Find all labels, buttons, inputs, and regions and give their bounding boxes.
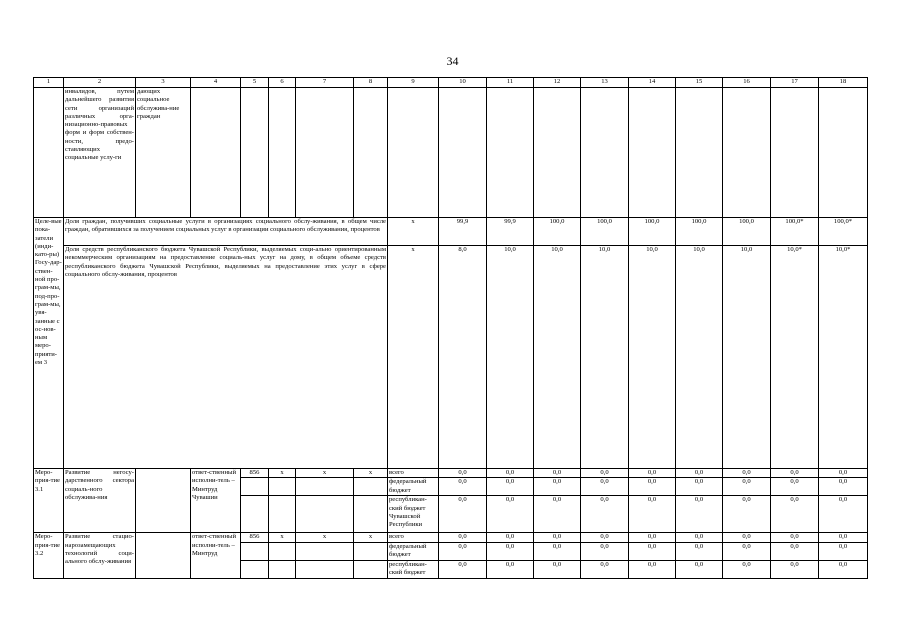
- funding-value: 0,0: [676, 469, 723, 478]
- event-row: [34, 469, 868, 478]
- indicators-label: Целе-вые пока-затели (инди-като-ры) Госу-дар-ствен-ной про-грам-мы, под-про-грам-мы, увя-занные с ос-нов-ным меро-прияти-ем 3: [34, 218, 64, 469]
- funding-value: 0,0: [819, 469, 868, 478]
- empty-cell: [296, 478, 354, 496]
- funding-value: 0,0: [534, 560, 581, 578]
- empty-cell: [388, 88, 439, 218]
- indicator-value: 100,0: [629, 218, 676, 246]
- indicator-value: 100,0: [581, 218, 629, 246]
- funding-value: 0,0: [534, 533, 581, 542]
- funding-value: 0,0: [771, 560, 819, 578]
- indicator-value: 100,0: [723, 218, 771, 246]
- funding-value: 0,0: [487, 478, 534, 496]
- column-number: 18: [819, 78, 868, 88]
- column-number: 16: [723, 78, 771, 88]
- funding-value: 0,0: [581, 496, 629, 533]
- funding-value: 0,0: [676, 478, 723, 496]
- funding-value: 0,0: [723, 469, 771, 478]
- column-number: 15: [676, 78, 723, 88]
- empty-cell: [296, 560, 354, 578]
- funding-value: 0,0: [676, 496, 723, 533]
- empty-cell: [269, 88, 296, 218]
- budget-code: 856: [241, 533, 269, 542]
- funding-value: 0,0: [771, 533, 819, 542]
- empty-cell: [296, 88, 354, 218]
- event-executor: ответ-ственный исполни-тель – Минтруд: [191, 533, 241, 578]
- column-number: 2: [64, 78, 136, 88]
- funding-value: 0,0: [439, 478, 487, 496]
- empty-cell: [487, 88, 534, 218]
- indicator-value: 100,0*: [819, 218, 868, 246]
- indicator-text: Доля средств республиканского бюджета Чувашской Республики, выделяемых соци-ально ориентированным некоммерческим организациям на предоставление социаль-ных услуг на дому, в общем объеме средств республиканского бюджета Чувашской Республики, выделяемых на предоставление этих услуг в сфере социального обслу-живания, процентов: [64, 246, 388, 469]
- indicator-value: 10,0: [581, 246, 629, 469]
- funding-value: 0,0: [723, 478, 771, 496]
- funding-value: 0,0: [487, 469, 534, 478]
- funding-value: 0,0: [771, 478, 819, 496]
- empty-cell: [354, 88, 388, 218]
- event-row: [34, 533, 868, 542]
- funding-value: 0,0: [723, 560, 771, 578]
- empty-cell: [354, 560, 388, 578]
- event-description: Развитие негосу-дарственного сектора социаль-ного обслужива-ния: [64, 469, 136, 533]
- empty-cell: [819, 88, 868, 218]
- funding-value: 0,0: [819, 496, 868, 533]
- empty-cell: [629, 88, 676, 218]
- empty-cell: [269, 496, 296, 533]
- funding-value: 0,0: [723, 533, 771, 542]
- empty-cell: [241, 478, 269, 496]
- empty-cell: [771, 88, 819, 218]
- header-row: [34, 78, 868, 88]
- indicator-marker: х: [388, 218, 439, 246]
- funding-value: 0,0: [581, 478, 629, 496]
- empty-cell: [723, 88, 771, 218]
- funding-value: 0,0: [629, 496, 676, 533]
- column-number: 7: [296, 78, 354, 88]
- empty-cell: [676, 88, 723, 218]
- funding-value: 0,0: [676, 560, 723, 578]
- column-number: 9: [388, 78, 439, 88]
- column-number: 8: [354, 78, 388, 88]
- continuation-row: [34, 88, 868, 218]
- indicator-value: 8,0: [439, 246, 487, 469]
- funding-value: 0,0: [581, 469, 629, 478]
- empty-cell: [534, 88, 581, 218]
- funding-value: 0,0: [581, 542, 629, 560]
- empty-cell: [241, 560, 269, 578]
- funding-value: 0,0: [581, 560, 629, 578]
- empty-cell: [581, 88, 629, 218]
- funding-value: 0,0: [771, 496, 819, 533]
- indicator-value: 10,0: [723, 246, 771, 469]
- funding-source: федеральный бюджет: [388, 478, 439, 496]
- target-article-code: х: [296, 469, 354, 478]
- indicator-value: 10,0: [534, 246, 581, 469]
- column-number: 11: [487, 78, 534, 88]
- indicator-value: 100,0*: [771, 218, 819, 246]
- column-number: 12: [534, 78, 581, 88]
- funding-value: 0,0: [771, 542, 819, 560]
- column-number: 6: [269, 78, 296, 88]
- column-number: 3: [136, 78, 191, 88]
- funding-value: 0,0: [487, 542, 534, 560]
- funding-value: 0,0: [439, 542, 487, 560]
- empty-cell: [136, 469, 191, 533]
- funding-value: 0,0: [629, 533, 676, 542]
- program-table: [33, 77, 868, 579]
- empty-cell: [241, 496, 269, 533]
- section-code: х: [269, 533, 296, 542]
- funding-value: 0,0: [439, 469, 487, 478]
- target-article-code: х: [296, 533, 354, 542]
- funding-value: 0,0: [487, 560, 534, 578]
- empty-cell: [354, 496, 388, 533]
- funding-value: 0,0: [771, 469, 819, 478]
- event-name: Меро-прия-тие 3.2: [34, 533, 64, 578]
- event-description: Развитие стацио-нарозамещающих технологий соци-ального обслу-живания: [64, 533, 136, 578]
- funding-value: 0,0: [439, 533, 487, 542]
- funding-source: всего: [388, 469, 439, 478]
- indicator-marker: х: [388, 246, 439, 469]
- column-number: 14: [629, 78, 676, 88]
- page-number: 34: [446, 54, 459, 68]
- indicator-value: 100,0: [676, 218, 723, 246]
- indicator-value: 10,0: [676, 246, 723, 469]
- indicator-value: 99,9: [439, 218, 487, 246]
- indicator-value: 10,0*: [771, 246, 819, 469]
- empty-cell: [269, 478, 296, 496]
- funding-value: 0,0: [534, 496, 581, 533]
- empty-cell: [296, 542, 354, 560]
- funding-value: 0,0: [629, 560, 676, 578]
- empty-cell: [354, 478, 388, 496]
- funding-value: 0,0: [819, 533, 868, 542]
- expense-type-code: х: [354, 469, 388, 478]
- funding-source: республикан-ский бюджет Чувашской Республики: [388, 496, 439, 533]
- budget-code: 856: [241, 469, 269, 478]
- indicator-row: [34, 218, 868, 246]
- funding-value: 0,0: [534, 469, 581, 478]
- funding-value: 0,0: [534, 478, 581, 496]
- empty-cell: [269, 560, 296, 578]
- indicator-value: 99,9: [487, 218, 534, 246]
- empty-cell: [241, 542, 269, 560]
- funding-value: 0,0: [629, 542, 676, 560]
- empty-cell: [269, 542, 296, 560]
- funding-source: федеральный бюджет: [388, 542, 439, 560]
- empty-cell: [296, 496, 354, 533]
- column-number: 4: [191, 78, 241, 88]
- expense-type-code: х: [354, 533, 388, 542]
- section-code: х: [269, 469, 296, 478]
- funding-value: 0,0: [676, 533, 723, 542]
- funding-value: 0,0: [439, 560, 487, 578]
- funding-value: 0,0: [819, 478, 868, 496]
- empty-cell: [241, 88, 269, 218]
- funding-value: 0,0: [581, 533, 629, 542]
- indicator-value: 10,0*: [819, 246, 868, 469]
- indicator-row: [34, 246, 868, 469]
- funding-value: 0,0: [819, 560, 868, 578]
- funding-source: республикан-ский бюджет: [388, 560, 439, 578]
- empty-cell: [34, 88, 64, 218]
- event-description: инвалидов, путем дальнейшего развития сети организаций различных орга-низационно-правовых форм и форм собствен-ности, предо-ставляющих социальные услу-ги: [64, 88, 136, 218]
- funding-source: всего: [388, 533, 439, 542]
- event-executor-text: дающих социальное обслужива-ние граждан: [136, 88, 191, 218]
- funding-value: 0,0: [629, 469, 676, 478]
- event-executor: ответ-ственный исполни-тель – Минтруд Чувашии: [191, 469, 241, 533]
- empty-cell: [439, 88, 487, 218]
- column-number: 1: [34, 78, 64, 88]
- funding-value: 0,0: [439, 496, 487, 533]
- funding-value: 0,0: [819, 542, 868, 560]
- funding-value: 0,0: [487, 533, 534, 542]
- funding-value: 0,0: [629, 478, 676, 496]
- funding-value: 0,0: [487, 496, 534, 533]
- empty-cell: [136, 533, 191, 578]
- column-number: 10: [439, 78, 487, 88]
- funding-value: 0,0: [676, 542, 723, 560]
- empty-cell: [191, 88, 241, 218]
- indicator-text: Доля граждан, получивших социальные услуги в организациях социального обслу-живания, в общем числе граждан, обратившихся за получением социальных услуг в организации социального обслуживания, процентов: [64, 218, 388, 246]
- funding-value: 0,0: [534, 542, 581, 560]
- indicator-value: 10,0: [487, 246, 534, 469]
- indicator-value: 10,0: [629, 246, 676, 469]
- indicator-value: 100,0: [534, 218, 581, 246]
- funding-value: 0,0: [723, 496, 771, 533]
- event-name: Меро-прия-тие 3.1: [34, 469, 64, 533]
- column-number: 5: [241, 78, 269, 88]
- empty-cell: [354, 542, 388, 560]
- column-number: 13: [581, 78, 629, 88]
- column-number: 17: [771, 78, 819, 88]
- funding-value: 0,0: [723, 542, 771, 560]
